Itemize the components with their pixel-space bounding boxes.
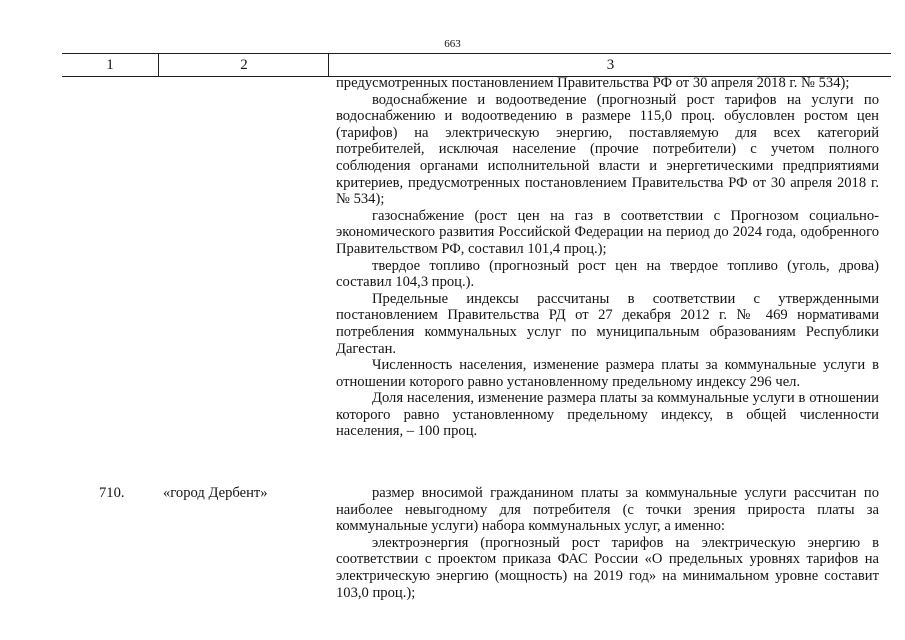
continued-description	[336, 75, 879, 440]
paragraph: твердое топливо (прогнозный рост цен на твердое топливо (уголь, дрова) составил 104,3 проц.).	[336, 257, 879, 291]
paragraph: водоснабжение и водоотведение (прогнозный рост тарифов на услуги по водоснабжению и водоотведению в размере 115,0 проц. обусловлен ростом цен (тарифов) на электрическую энергию, поставляемую для всех категорий потребителей, исключая население (прочие потребители) с учетом полного соблюдения органами исполнительной власти и энергетическими предприятиями критериев, предусмотренных постановлением Правительства РФ от 30 апреля 2018 г. № 534);	[336, 91, 879, 208]
paragraph: газоснабжение (рост цен на газ в соответствии с Прогнозом социально-экономического развития Российской Федерации на период до 2024 года, одобренного Правительством РФ, составил 101,4 проц.);	[336, 207, 879, 257]
table-header-row	[62, 53, 891, 77]
paragraph: размер вносимой гражданином платы за коммунальные услуги рассчитан по наиболее невыгодному для потребителя (с точки зрения прироста платы за коммунальные услуги) набора коммунальных услуг, а именно:	[336, 485, 879, 535]
paragraph: Доля населения, изменение размера платы за коммунальные услуги в отношении которого равно установленному предельному индексу, в общей численности населения, – 100 проц.	[336, 390, 879, 440]
page-number: 663	[444, 38, 461, 50]
row-number: 710.	[99, 485, 125, 501]
column-header-2: 2	[158, 54, 329, 76]
municipality-name: «город Дербент»	[163, 485, 268, 501]
column-header-1: 1	[106, 57, 114, 73]
paragraph: Предельные индексы рассчитаны в соответствии с утвержденными постановлением Правительства РД от 27 декабря 2012 г. № 469 нормативами потребления коммунальных услуг по муниципальным образованиям Республики Дагестан.	[336, 290, 879, 357]
paragraph: предусмотренных постановлением Правительства РФ от 30 апреля 2018 г. № 534);	[336, 75, 850, 91]
column-header-3: 3	[328, 54, 892, 76]
paragraph: электроэнергия (прогнозный рост тарифов на электрическую энергию в соответствии с проектом приказа ФАС России «О предельных уровнях тарифов на электрическую энергию (мощность) на 2019 год» на минимальном уровне составит 103,0 проц.);	[336, 534, 879, 601]
paragraph: Численность населения, изменение размера платы за коммунальные услуги в отношении которого равно установленному предельному индексу 296 чел.	[336, 357, 879, 390]
row-description	[336, 485, 879, 601]
